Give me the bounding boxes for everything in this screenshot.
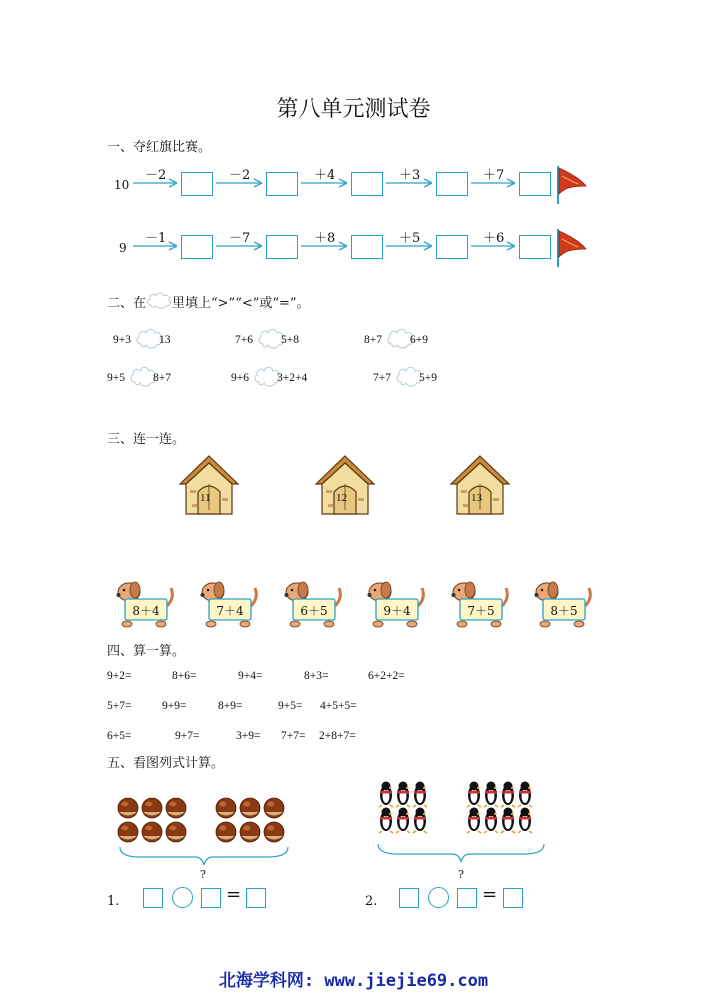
- calc-problem: 9+2=: [107, 670, 132, 682]
- q1-answer-box-3[interactable]: [246, 888, 266, 908]
- q2-answer-box-2[interactable]: [457, 888, 477, 908]
- penguin-icon: [396, 782, 410, 808]
- penguin-icon: [413, 808, 427, 834]
- chestnut-icon: [264, 822, 284, 842]
- q1-label: 1.: [107, 894, 120, 909]
- dog-house-icon[interactable]: [314, 454, 376, 516]
- penguin-icon: [501, 808, 515, 834]
- compare-left-expr: 9+3: [113, 334, 131, 346]
- red-flag-icon: [554, 164, 590, 206]
- compare-right-expr: 3+2+4: [277, 372, 308, 384]
- arrow-right-icon: [133, 178, 177, 188]
- brace: [378, 844, 544, 862]
- compare-right-expr: 6+9: [410, 334, 428, 346]
- section5-heading: 五、看图列式计算。: [107, 756, 225, 771]
- red-flag-icon: [554, 227, 590, 269]
- section2-heading-pre: 二、在: [107, 296, 147, 311]
- penguin-icon: [518, 782, 532, 808]
- calc-problem: 6+2+2=: [368, 670, 405, 682]
- penguin-icon: [467, 808, 481, 834]
- compare-left-expr: 9+6: [231, 372, 249, 384]
- race-operator-label: ＋6: [483, 231, 505, 246]
- chestnut-icon: [142, 822, 162, 842]
- calc-problem: 7+7=: [281, 730, 306, 742]
- race-operator-label: －7: [229, 231, 251, 246]
- section4-heading: 四、算一算。: [107, 644, 186, 659]
- arrow-right-icon: [386, 178, 432, 188]
- penguin-icon: [379, 782, 393, 808]
- dog-expression-label: 7＋5: [467, 604, 495, 618]
- arrow-right-icon: [216, 178, 262, 188]
- chestnut-icon: [216, 798, 236, 818]
- race-operator-label: －1: [145, 231, 167, 246]
- race-operator-label: ＋7: [483, 168, 505, 183]
- q2-label: 2.: [365, 894, 378, 909]
- calc-problem: 5+7=: [107, 700, 132, 712]
- house-number-label: 13: [471, 492, 482, 504]
- dog-expression-label: 9＋4: [383, 604, 411, 618]
- arrow-right-icon: [471, 241, 515, 251]
- section3-heading: 三、连一连。: [107, 432, 186, 447]
- race-operator-label: ＋8: [314, 231, 336, 246]
- race-answer-box[interactable]: [351, 172, 383, 196]
- dog-expression-label: 6＋5: [300, 604, 328, 618]
- race-answer-box[interactable]: [436, 172, 468, 196]
- race-operator-label: ＋5: [399, 231, 421, 246]
- race-answer-box[interactable]: [181, 235, 213, 259]
- chestnut-icon: [240, 798, 260, 818]
- calc-problem: 9+7=: [175, 730, 200, 742]
- compare-left-expr: 8+7: [364, 334, 382, 346]
- race-answer-box[interactable]: [266, 235, 298, 259]
- compare-right-expr: 13: [159, 334, 171, 346]
- q2-answer-box-1[interactable]: [399, 888, 419, 908]
- calc-problem: 3+9=: [236, 730, 261, 742]
- penguin-icon: [379, 808, 393, 834]
- section2-heading: [107, 292, 310, 311]
- section2-heading-post: 里填上“>”“<”或“=”。: [172, 296, 310, 311]
- race-operator-label: ＋3: [399, 168, 421, 183]
- arrow-right-icon: [301, 241, 347, 251]
- penguin-icon: [501, 782, 515, 808]
- compare-left-expr: 7+7: [373, 372, 391, 384]
- race-answer-box[interactable]: [181, 172, 213, 196]
- brace: [120, 847, 288, 865]
- compare-left-expr: 7+6: [235, 334, 253, 346]
- dog-expression-label: 8＋4: [132, 604, 160, 618]
- penguin-icon: [396, 808, 410, 834]
- chestnut-icon: [118, 798, 138, 818]
- race-start-number: 9: [119, 241, 127, 255]
- race-answer-box[interactable]: [519, 235, 551, 259]
- chestnut-icon: [264, 798, 284, 818]
- chestnut-icon: [142, 798, 162, 818]
- arrow-right-icon: [216, 241, 262, 251]
- chestnut-icon: [240, 822, 260, 842]
- dog-house-icon[interactable]: [178, 454, 240, 516]
- dog-expression-label: 7＋4: [216, 604, 244, 618]
- calc-problem: 9+4=: [238, 670, 263, 682]
- penguin-icon: [484, 808, 498, 834]
- q1-answer-box-1[interactable]: [143, 888, 163, 908]
- race-operator-label: ＋4: [314, 168, 336, 183]
- chestnut-icon: [118, 822, 138, 842]
- chestnut-icon: [166, 798, 186, 818]
- penguin-icon: [518, 808, 532, 834]
- house-number-label: 12: [336, 492, 347, 504]
- q1-answer-box-2[interactable]: [201, 888, 221, 908]
- race-answer-box[interactable]: [266, 172, 298, 196]
- section1-heading: 一、夺红旗比赛。: [107, 140, 212, 155]
- question-mark-2: ?: [458, 868, 464, 881]
- q1-operator-circle[interactable]: [172, 887, 193, 908]
- footer-watermark: 北海学科网: www.jiejie69.com: [218, 971, 489, 991]
- house-number-label: 11: [200, 492, 211, 504]
- compare-right-expr: 8+7: [153, 372, 171, 384]
- page-title: 第八单元测试卷: [276, 97, 431, 122]
- arrow-right-icon: [471, 178, 515, 188]
- calc-problem: 2+8+7=: [319, 730, 356, 742]
- calc-problem: 9+5=: [278, 700, 303, 712]
- penguin-picture: [370, 776, 560, 880]
- q2-answer-box-3[interactable]: [503, 888, 523, 908]
- chestnut-icon: [216, 822, 236, 842]
- calc-problem: 9+9=: [162, 700, 187, 712]
- cloud-icon: [146, 297, 172, 311]
- race-operator-label: －2: [145, 168, 167, 183]
- calc-problem: 6+5=: [107, 730, 132, 742]
- arrow-right-icon: [386, 241, 432, 251]
- q2-equals: =: [482, 884, 498, 905]
- compare-right-expr: 5+8: [281, 334, 299, 346]
- calc-problem: 8+9=: [218, 700, 243, 712]
- arrow-right-icon: [301, 178, 347, 188]
- race-answer-box[interactable]: [436, 235, 468, 259]
- calc-problem: 8+6=: [172, 670, 197, 682]
- penguin-icon: [484, 782, 498, 808]
- dog-house-icon[interactable]: [449, 454, 511, 516]
- q1-equals: =: [226, 884, 242, 905]
- calc-problem: 8+3=: [304, 670, 329, 682]
- arrow-right-icon: [133, 241, 177, 251]
- race-start-number: 10: [114, 178, 130, 192]
- q2-operator-circle[interactable]: [428, 887, 449, 908]
- race-answer-box[interactable]: [519, 172, 551, 196]
- compare-left-expr: 9+5: [107, 372, 125, 384]
- dog-expression-label: 8＋5: [550, 604, 578, 618]
- chestnut-icon: [166, 822, 186, 842]
- penguin-icon: [467, 782, 481, 808]
- race-operator-label: －2: [229, 168, 251, 183]
- penguin-icon: [413, 782, 427, 808]
- compare-right-expr: 5+9: [419, 372, 437, 384]
- calc-problem: 4+5+5=: [320, 700, 357, 712]
- question-mark-1: ?: [200, 868, 206, 881]
- race-answer-box[interactable]: [351, 235, 383, 259]
